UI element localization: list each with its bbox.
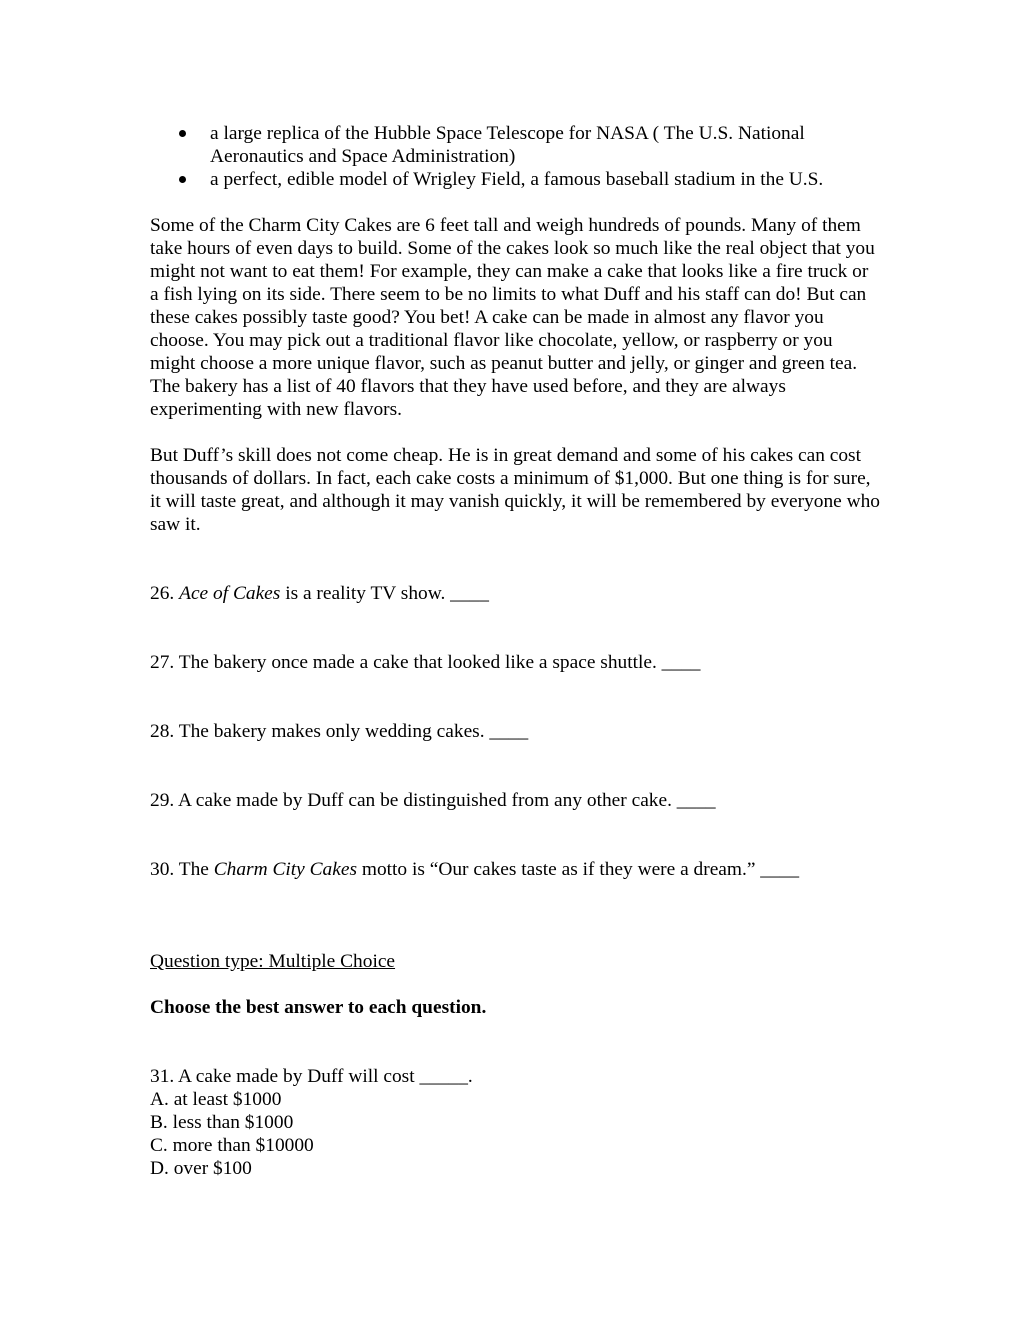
answer-option-b: B. less than $1000 — [150, 1112, 294, 1133]
question-29: 29. A cake made by Duff can be distinguished from any other cake. ____ — [150, 790, 716, 811]
answer-option-d: D. over $100 — [150, 1158, 252, 1179]
question-26-show-title: Ace of Cakes — [179, 583, 281, 604]
bullet-list — [150, 122, 880, 191]
question-26-number: 26. — [150, 583, 175, 604]
bullet-item — [150, 122, 880, 168]
document-page — [150, 122, 880, 1180]
answer-option-c: C. more than $10000 — [150, 1135, 314, 1156]
question-31 — [150, 1065, 880, 1180]
question-31-stem: 31. A cake made by Duff will cost _____. — [150, 1066, 473, 1087]
bullet-text: a large replica of the Hubble Space Telescope for NASA ( The U.S. National Aeronautics and Space Administration) — [210, 123, 805, 167]
question-30-bakery-name: Charm City Cakes — [213, 859, 358, 880]
question-30-prefix: 30. The — [150, 859, 214, 880]
question-26 — [150, 582, 880, 605]
question-30-text: motto is “Our cakes taste as if they were a dream.” ____ — [357, 859, 800, 880]
bullet-item — [150, 168, 880, 191]
question-28: 28. The bakery makes only wedding cakes. ____ — [150, 721, 529, 742]
answer-option-a: A. at least $1000 — [150, 1089, 282, 1110]
question-30 — [150, 858, 880, 881]
paragraph-cake-cost: But Duff’s skill does not come cheap. He is in great demand and some of his cakes can cost thousands of dollars. In fact, each cake costs a minimum of $1,000. But one thing is for sure, it will taste great, and although it may vanish quickly, it will be remembered by everyone who saw it. — [150, 445, 881, 535]
instruction-text: Choose the best answer to each question. — [150, 997, 487, 1018]
question-27: 27. The bakery once made a cake that looked like a space shuttle. ____ — [150, 652, 701, 673]
question-26-text: is a reality TV show. ____ — [280, 583, 489, 604]
bullet-dot-icon — [179, 130, 186, 137]
question-type-heading: Question type: Multiple Choice — [150, 951, 396, 972]
paragraph-cake-details: Some of the Charm City Cakes are 6 feet tall and weigh hundreds of pounds. Many of them take hours of even days to build. Some of the cakes look so much like the real object that you might not want to eat them! For example, they can make a cake that looks like a fire truck or a fish lying on its side. There seem to be no limits to what Duff and his staff can do! But can these cakes possibly taste good? You bet! A cake can be made in almost any flavor you choose. You may pick out a traditional flavor like chocolate, yellow, or raspberry or you might choose a more unique flavor, such as peanut butter and jelly, or ginger and green tea. The bakery has a list of 40 flavors that they have used before, and they are always experimenting with new flavors. — [150, 215, 875, 420]
bullet-dot-icon — [179, 176, 186, 183]
bullet-text: a perfect, edible model of Wrigley Field, a famous baseball stadium in the U.S. — [210, 169, 824, 190]
